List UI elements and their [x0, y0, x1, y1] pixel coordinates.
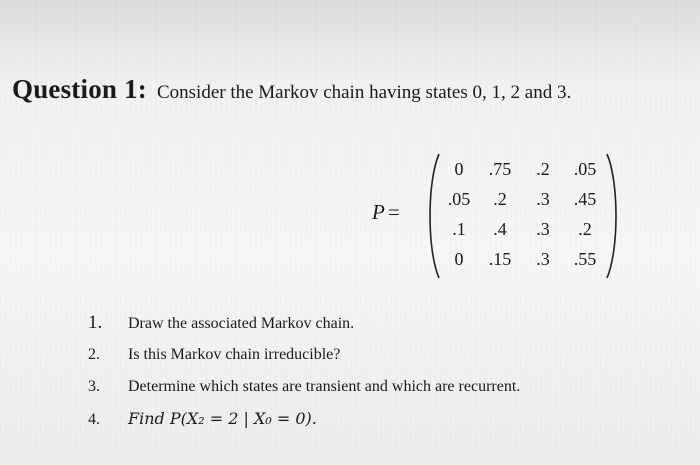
item-text: Draw the associated Markov chain. [128, 315, 355, 332]
matrix-cell-r2-c0: .1 [452, 219, 466, 239]
list-item [88, 310, 520, 342]
item-text: Is this Markov chain irreducible? [128, 346, 341, 363]
matrix-cell-r1-c2: .3 [536, 189, 550, 209]
matrix-cell-r2-c1: .4 [493, 219, 507, 239]
item-text: Find P(X₂ = 2 | X₀ = 0). [128, 409, 317, 428]
list-item [88, 342, 520, 374]
question-heading [12, 74, 571, 105]
matrix-cell-r0-c2: .2 [536, 159, 550, 179]
matrix-cell-r1-c0: .05 [447, 189, 471, 209]
question-list [88, 310, 520, 438]
matrix-cell-r3-c2: .3 [536, 249, 550, 269]
item-number: 1. [88, 312, 103, 333]
matrix-equals: = [387, 200, 400, 224]
matrix-cell-r1-c1: .2 [493, 189, 507, 209]
question-text: Consider the Markov chain having states 0, 1, 2 and 3. [156, 82, 572, 103]
matrix-name [372, 200, 400, 225]
matrix-cell-r3-c1: .15 [488, 249, 512, 269]
matrix-symbol: P [372, 200, 385, 224]
matrix-grid [442, 154, 608, 274]
question-label: Question 1: [12, 74, 147, 104]
right-paren-icon [604, 152, 622, 280]
left-paren-icon [424, 152, 442, 280]
matrix-cell-r2-c2: .3 [536, 219, 550, 239]
list-item [88, 406, 520, 438]
item-number: 2. [88, 346, 100, 363]
matrix-cell-r0-c1: .75 [488, 159, 512, 179]
matrix-cell-r1-c3: .45 [573, 189, 597, 209]
item-number: 3. [88, 378, 100, 395]
list-item [88, 374, 520, 406]
item-number: 4. [88, 411, 100, 428]
matrix-cell-r3-c0: 0 [454, 249, 464, 269]
item-text: Determine which states are transient and which are recurrent. [128, 378, 521, 395]
matrix-cell-r0-c3: .05 [573, 159, 597, 179]
matrix-cell-r0-c0: 0 [454, 159, 464, 179]
matrix-cell-r3-c3: .55 [573, 249, 597, 269]
transition-matrix [372, 152, 632, 280]
matrix-cell-r2-c3: .2 [578, 219, 592, 239]
